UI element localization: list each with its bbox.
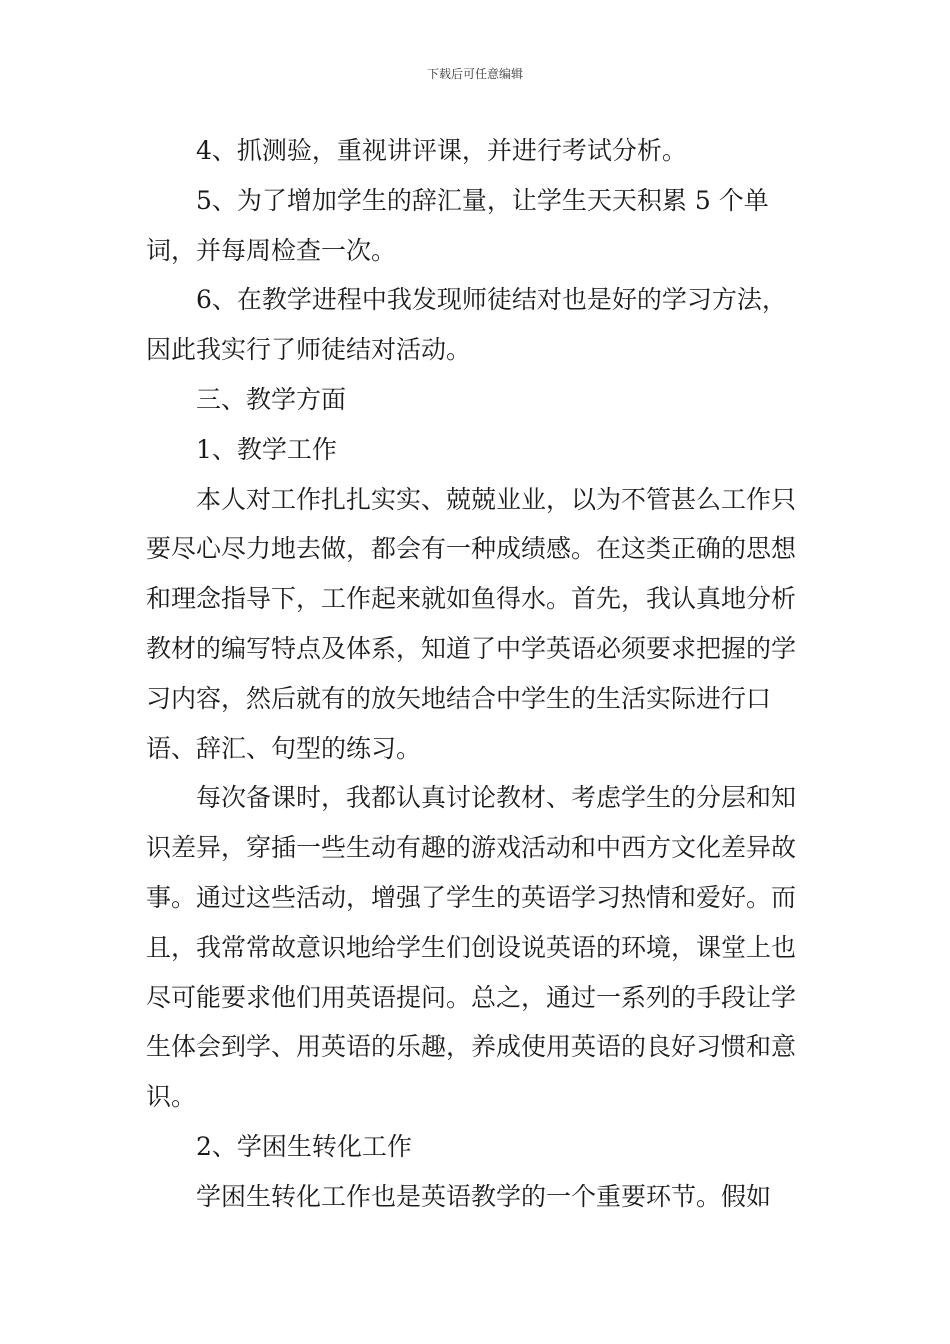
paragraph-teaching-work: 本人对工作扎扎实实、兢兢业业，以为不管甚么工作只要尽心尽力地去做，都会有一种成绩感。在这类正确的思想和理念指导下，工作起来就如鱼得水。首先，我认真地分析教材的编写特点及体系，知道了中学英语必须要求把握的学习内容，然后就有的放矢地结合中学生的生活实际进行口语、辞汇、句型的练习。 [146, 484, 797, 763]
paragraph-struggling-students: 学困生转化工作也是英语教学的一个重要环节。假如 [196, 1181, 772, 1211]
paragraph-item-4: 4、抓测验，重视讲评课，并进行考试分析。 [196, 136, 687, 165]
paragraph-item-6: 6、在教学进程中我发现师徒结对也是好的学习方法，因此我实行了师徒结对活动。 [146, 285, 787, 365]
page-header: 下载后可任意编辑 [426, 67, 523, 81]
subheading-struggling-students: 2、学困生转化工作 [196, 1131, 412, 1161]
section-heading-teaching: 三、教学方面 [196, 384, 347, 414]
subheading-teaching-work: 1、教学工作 [196, 434, 337, 464]
document-body [146, 126, 808, 1222]
paragraph-lesson-prep: 每次备课时，我都认真讨论教材、考虑学生的分层和知识差异，穿插一些生动有趣的游戏活动和中西方文化差异故事。通过这些活动，增强了学生的英语学习热情和爱好。而且，我常常故意识地给学生们创设说英语的环境，课堂上也尽可能要求他们用英语提问。总之，通过一系列的手段让学生体会到学、用英语的乐趣，养成使用英语的良好习惯和意识。 [146, 783, 797, 1112]
paragraph-item-5: 5、为了增加学生的辞汇量，让学生天天积累 5 个单词，并每周检查一次。 [146, 185, 769, 265]
